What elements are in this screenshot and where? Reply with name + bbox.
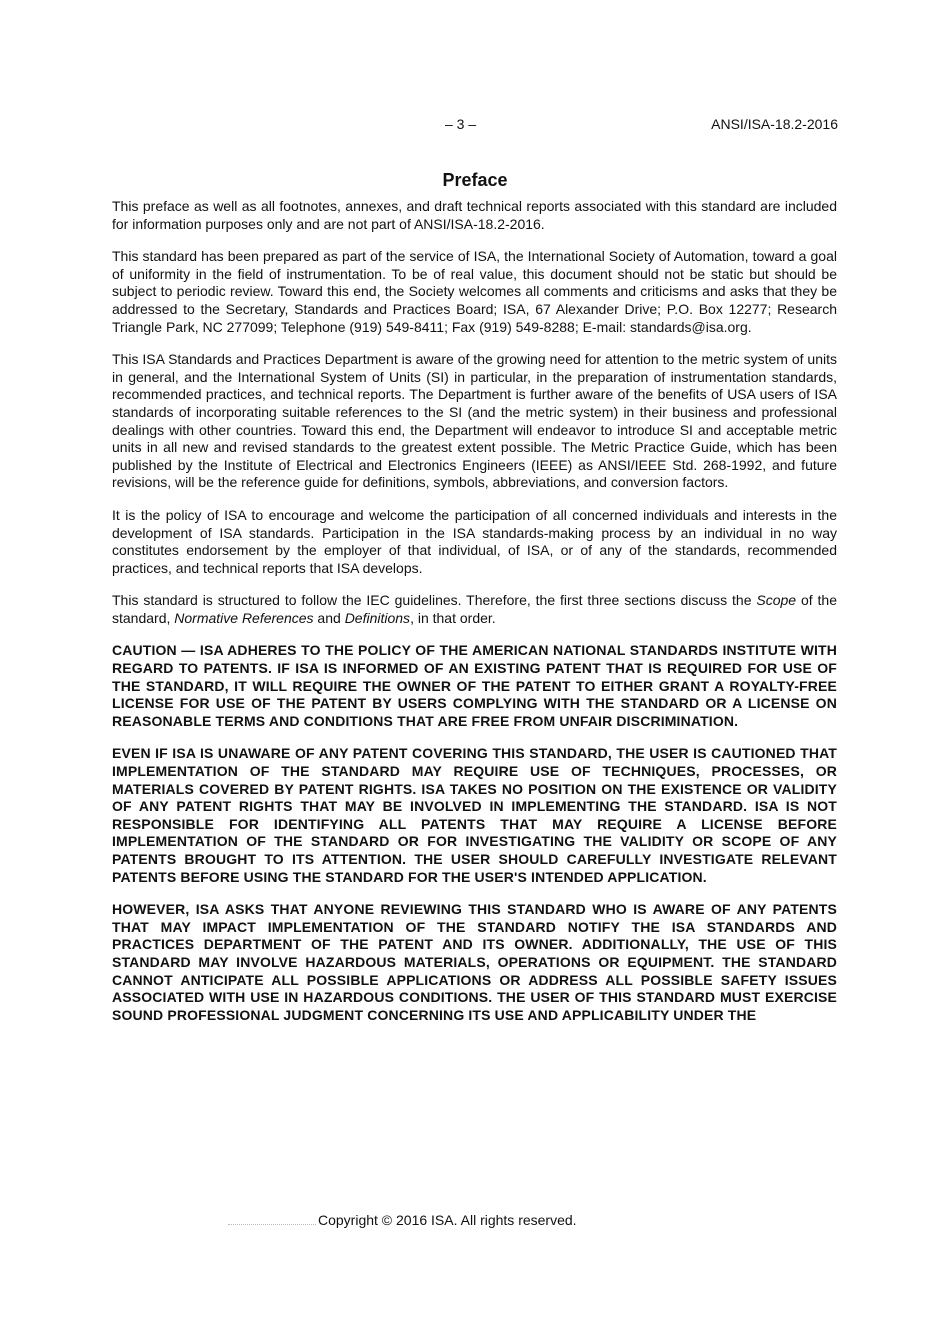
preface-body (112, 198, 837, 1039)
paragraph-purpose: This preface as well as all footnotes, annexes, and draft technical reports associated with this standard are included for information purposes only and are not part of ANSI/ISA-18.2-2016. (112, 198, 837, 232)
paragraph-participation: It is the policy of ISA to encourage and welcome the participation of all concerned individuals and interests in the development of ISA standards. Participation in the ISA standards-making process by an individual in no way constitutes endorsement by the employer of that individual, of ISA, or of any of the standards, recommended practices, and technical reports that ISA develops. (112, 506, 837, 576)
caution-hazardous: HOWEVER, ISA ASKS THAT ANYONE REVIEWING THIS STANDARD WHO IS AWARE OF ANY PATENTS THAT MAY IMPACT IMPLEMENTATION OF THE STANDARD NOTIFY THE ISA STANDARDS AND PRACTICES DEPARTMENT OF THE PATENT AND ITS OWNER. ADDITIONALLY, THE USE OF THIS STANDARD MAY INVOLVE HAZARDOUS MATERIALS, OPERATIONS OR EQUIPMENT. THE STANDARD CANNOT ANTICIPATE ALL POSSIBLE APPLICATIONS OR ADDRESS ALL POSSIBLE SAFETY ISSUES ASSOCIATED WITH USE IN HAZARDOUS CONDITIONS. THE USER OF THIS STANDARD MUST EXERCISE SOUND PROFESSIONAL JUDGMENT CONCERNING ITS USE AND APPLICABILITY UNDER THE (112, 901, 837, 1023)
page-number: – 3 – (445, 116, 477, 132)
definitions-term: Definitions (344, 609, 411, 626)
structure-lead: This standard is structured to follow the IEC guidelines. Therefore, the first three sections discuss the (112, 592, 757, 609)
normative-term: Normative References (174, 609, 314, 626)
paragraph-review: This standard has been prepared as part of the service of ISA, the International Society of Automation, toward a goal of uniformity in the field of instrumentation. To be of real value, this document should not be static but should be subject to periodic review. Toward this end, the Society welcomes all comments and criticisms and asks that they be addressed to the Secretary, Standards and Practices Board; ISA, 67 Alexander Drive; P.O. Box 12277; Research Triangle Park, NC 277099; Telephone (919) 549-8411; Fax (919) 549-8288; E-mail: standards@isa.org. (112, 248, 837, 335)
structure-mid1: of the standard, (112, 592, 837, 626)
page-title: Preface (442, 170, 508, 190)
structure-tail: , in that order. (410, 609, 496, 626)
page-header (0, 116, 950, 134)
caution-patent-policy: CAUTION — ISA ADHERES TO THE POLICY OF THE AMERICAN NATIONAL STANDARDS INSTITUTE WITH REGARD TO PATENTS. IF ISA IS INFORMED OF AN EXISTING PATENT THAT IS REQUIRED FOR USE OF THE STANDARD, IT WILL REQUIRE THE OWNER OF THE PATENT TO EITHER GRANT A ROYALTY-FREE LICENSE FOR USE OF THE PATENT BY USERS COMPLYING WITH THE STANDARD OR A LICENSE ON REASONABLE TERMS AND CONDITIONS THAT ARE FREE FROM UNFAIR DISCRIMINATION. (112, 642, 837, 729)
paragraph-metric: This ISA Standards and Practices Department is aware of the growing need for attention to the metric system of units in general, and the International System of Units (SI) in particular, in the preparation of instrumentation standards, recommended practices, and technical reports. The Department is further aware of the benefits of USA users of ISA standards of incorporating suitable references to the SI (and the metric system) in their business and professional dealings with other countries. Toward this end, the Department will endeavor to introduce SI and acceptable metric units in all new and revised standards to the greatest extent possible. The Metric Practice Guide, which has been published by the Institute of Electrical and Electronics Engineers (IEEE) as ANSI/IEEE Std. 268-1992, and future revisions, will be the reference guide for definitions, symbols, abbreviations, and conversion factors. (112, 351, 837, 491)
scope-term: Scope (756, 592, 797, 609)
structure-mid2: and (313, 609, 345, 626)
footer-dotted-rule (228, 1224, 316, 1227)
document-id: ANSI/ISA-18.2-2016 (711, 116, 838, 132)
caution-patent-unaware: EVEN IF ISA IS UNAWARE OF ANY PATENT COVERING THIS STANDARD, THE USER IS CAUTIONED THAT IMPLEMENTATION OF THE STANDARD MAY REQUIRE USE OF TECHNIQUES, PROCESSES, OR MATERIALS COVERED BY PATENT RIGHTS. ISA TAKES NO POSITION ON THE EXISTENCE OR VALIDITY OF ANY PATENT RIGHTS THAT MAY BE INVOLVED IN IMPLEMENTING THE STANDARD. ISA IS NOT RESPONSIBLE FOR IDENTIFYING ALL PATENTS THAT MAY REQUIRE A LICENSE BEFORE IMPLEMENTATION OF THE STANDARD OR FOR INVESTIGATING THE VALIDITY OR SCOPE OF ANY PATENTS BROUGHT TO ITS ATTENTION. THE USER SHOULD CAREFULLY INVESTIGATE RELEVANT PATENTS BEFORE USING THE STANDARD FOR THE USER'S INTENDED APPLICATION. (112, 745, 837, 885)
paragraph-structure (112, 592, 837, 627)
copyright-footer: Copyright © 2016 ISA. All rights reserved. (318, 1212, 577, 1228)
